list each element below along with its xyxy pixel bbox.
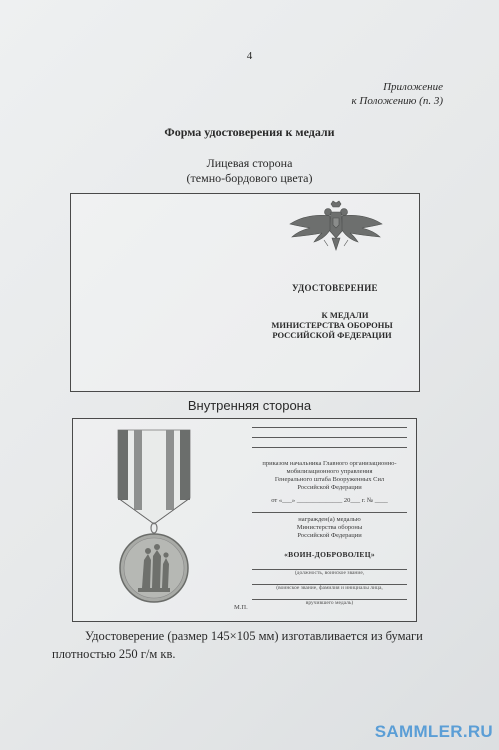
order-text-line-2: мобилизационного управления xyxy=(286,468,373,475)
description-line-1 xyxy=(52,627,452,645)
medal-name: «ВОИН-ДОБРОВОЛЕЦ» xyxy=(284,550,375,559)
description-line-2: плотностью 250 г/м кв. xyxy=(52,647,176,661)
seal-mark: М.П. xyxy=(234,604,248,611)
order-text-line-3: Генерального штаба Вооруженных Сил xyxy=(274,476,385,483)
caption-position: (должность, воинское звание, xyxy=(294,570,365,576)
appendix-reference xyxy=(352,80,443,108)
page-number: 4 xyxy=(246,50,253,62)
fill-line-2[interactable] xyxy=(252,437,407,438)
medal-line-2: МИНИСТЕРСТВА ОБОРОНЫ xyxy=(271,320,393,330)
awarded-line-2: Министерства обороны xyxy=(296,524,363,531)
medal-line-1: К МЕДАЛИ xyxy=(321,310,369,320)
medal-image xyxy=(108,428,200,608)
awarded-line-1: награжден(а) медалью xyxy=(298,516,361,523)
certificate-heading: УДОСТОВЕРЕНИЕ xyxy=(292,283,378,293)
front-side-label-line-2: (темно-бордового цвета) xyxy=(186,171,313,185)
awarded-line-3: Российской Федерации xyxy=(297,532,362,539)
medal-line-3: РОССИЙСКОЙ ФЕДЕРАЦИИ xyxy=(272,330,392,340)
appendix-line-2: к Положению (п. 3) xyxy=(351,95,443,107)
fill-line-3[interactable] xyxy=(252,447,407,448)
order-text xyxy=(242,460,417,492)
watermark: SAMMLER.RU xyxy=(374,722,493,741)
fill-line-4[interactable] xyxy=(252,512,407,513)
appendix-line-1: Приложение xyxy=(383,81,443,93)
order-text-line-1: приказом начальника Главного организационно- xyxy=(262,460,397,467)
description xyxy=(52,627,452,663)
inner-side-label: Внутренняя сторона xyxy=(187,398,312,413)
double-headed-eagle-icon xyxy=(288,200,384,258)
fill-line-1[interactable] xyxy=(252,427,407,428)
awarded-text xyxy=(242,516,417,540)
order-date-line[interactable]: от «___» ______________ 20___ г. № ____ xyxy=(271,497,388,504)
order-text-line-4: Российской Федерации xyxy=(297,484,362,491)
description-line-1-text: Удостоверение (размер 145×105 мм) изготавливается из бумаги xyxy=(85,629,423,643)
front-side-label-line-1: Лицевая сторона xyxy=(206,156,293,170)
front-side-label xyxy=(0,156,499,186)
caption-name: (воинское звание, фамилия и инициалы лица, xyxy=(276,585,383,591)
caption-signed: вручившего медаль) xyxy=(305,600,354,606)
form-title: Форма удостоверения к медали xyxy=(164,125,335,139)
